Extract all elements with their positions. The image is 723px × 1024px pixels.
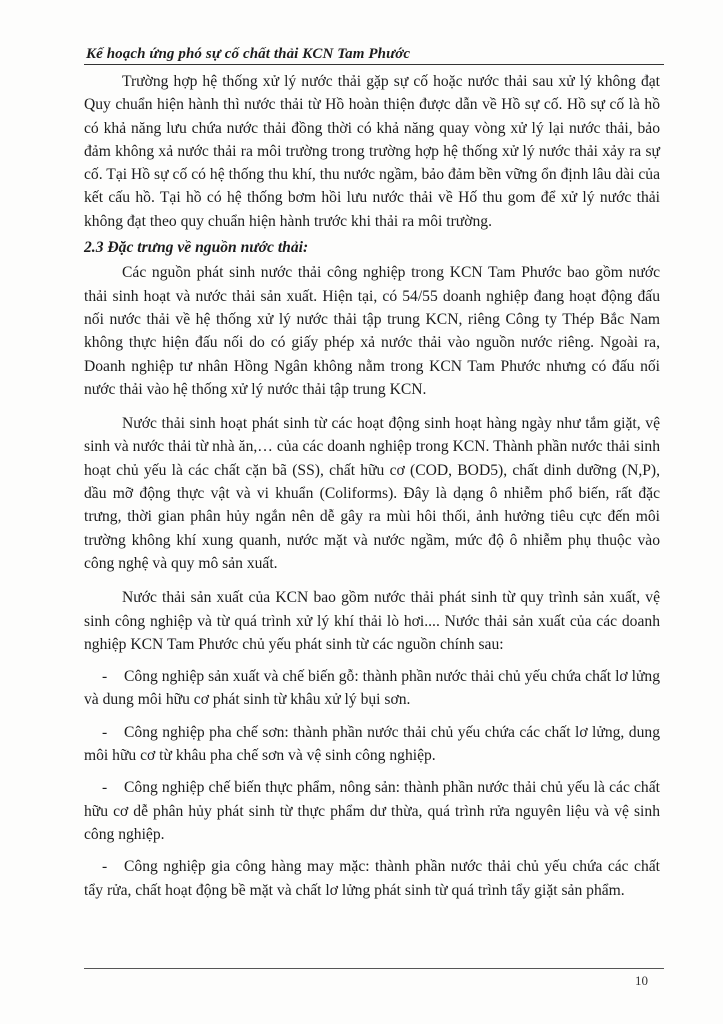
footer-divider (84, 968, 664, 969)
list-item (84, 855, 660, 902)
list-item (84, 721, 660, 768)
document-body (84, 70, 660, 902)
paragraph-wastewater-sources: Các nguồn phát sinh nước thải công nghiệp trong KCN Tam Phước bao gồm nước thải sinh hoạt và nước thải sản xuất. Hiện tại, có 54/55 doanh nghiệp đang hoạt động đấu nối nước thải về hệ thống xử lý nước thải tập trung KCN, riêng Công ty Thép Bắc Nam không thực hiện đấu nối do có giấy phép xả nước thải vào nguồn nước riêng. Ngoài ra, Doanh nghiệp tư nhân Hồng Ngân không nằm trong KCN Tam Phước nhưng có đấu nối nước thải vào hệ thống xử lý nước thải tập trung KCN. (84, 264, 660, 398)
list-item-text: Công nghiệp gia công hàng may mặc: thành phần nước thải chủ yếu chứa các chất tẩy rửa, chất hoạt động bề mặt và chất lơ lửng phát sinh từ quá trình tẩy giặt sản phẩm. (84, 858, 660, 899)
paragraph-emergency-pond: Trường hợp hệ thống xử lý nước thải gặp sự cố hoặc nước thải sau xử lý không đạt Quy chuẩn hiện hành thì nước thải từ Hồ hoàn thiện được dẫn về Hồ sự cố. Hồ sự cố là hồ có khả năng lưu chứa nước thải đồng thời có khả năng quay vòng xử lý lại nước thải, bảo đảm không xả nước thải ra môi trường trong trường hợp hệ thống xử lý nước thải xảy ra sự cố. Tại Hồ sự cố có hệ thống thu khí, thu nước ngầm, bảo đảm bền vững ổn định lâu dài của kết cấu hồ. Tại hồ có hệ thống bơm hồi lưu nước thải về Hố thu gom để xử lý nước thải không đạt theo quy chuẩn hiện hành trước khi thải ra môi trường. (84, 73, 660, 230)
header-divider (84, 64, 664, 65)
list-item-text: Công nghiệp pha chế sơn: thành phần nước thải chủ yếu chứa các chất lơ lửng, dung môi hữu cơ từ khâu pha chế sơn và vệ sinh công nghiệp. (84, 723, 660, 765)
paragraph-production-wastewater: Nước thải sản xuất của KCN bao gồm nước thải phát sinh từ quy trình sản xuất, vệ sinh công nghiệp và từ quá trình xử lý khí thải lò hơi.... Nước thải sản xuất của các doanh nghiệp KCN Tam Phước chủ yếu phát sinh từ các nguồn chính sau: (84, 589, 660, 653)
list-dash: - (102, 668, 108, 686)
list-item-text: Công nghiệp chế biến thực phẩm, nông sản: thành phần nước thải chủ yếu là các chất hữu cơ dễ phân hủy phát sinh từ thực phẩm dư thừa, quá trình rửa nguyên liệu và vệ sinh công nghiệp. (84, 779, 660, 843)
paragraph-domestic-wastewater: Nước thải sinh hoạt phát sinh từ các hoạt động sinh hoạt hàng ngày như tắm giặt, vệ sinh và nước thải từ nhà ăn,… của các doanh nghiệp trong KCN. Thành phần nước thải sinh hoạt chủ yếu là các chất cặn bã (SS), chất hữu cơ (COD, BOD5), chất dinh dưỡng (N,P), dầu mỡ động thực vật và vi khuẩn (Coliforms). Đây là dạng ô nhiễm phổ biến, rất đặc trưng, thời gian phân hủy ngắn nên dễ gây ra mùi hôi thối, ảnh hưởng tiêu cực đến môi trường không khí xung quanh, nước mặt và nước ngầm, mức độ ô nhiễm phụ thuộc vào công nghệ và quy mô sản xuất. (84, 415, 660, 572)
list-dash: - (102, 779, 108, 797)
page-number: 10 (635, 973, 648, 988)
list-item (84, 776, 660, 846)
list-dash: - (102, 723, 108, 741)
document-header-title: Kế hoạch ứng phó sự cố chất thải KCN Tam Phước (86, 46, 411, 62)
list-item-text: Công nghiệp sản xuất và chế biến gỗ: thành phần nước thải chủ yếu chứa chất lơ lửng và dung môi hữu cơ phát sinh từ khâu xử lý bụi sơn. (84, 668, 660, 709)
list-dash: - (102, 858, 108, 876)
section-heading: 2.3 Đặc trưng về nguồn nước thải: (84, 239, 309, 257)
list-item (84, 665, 660, 712)
